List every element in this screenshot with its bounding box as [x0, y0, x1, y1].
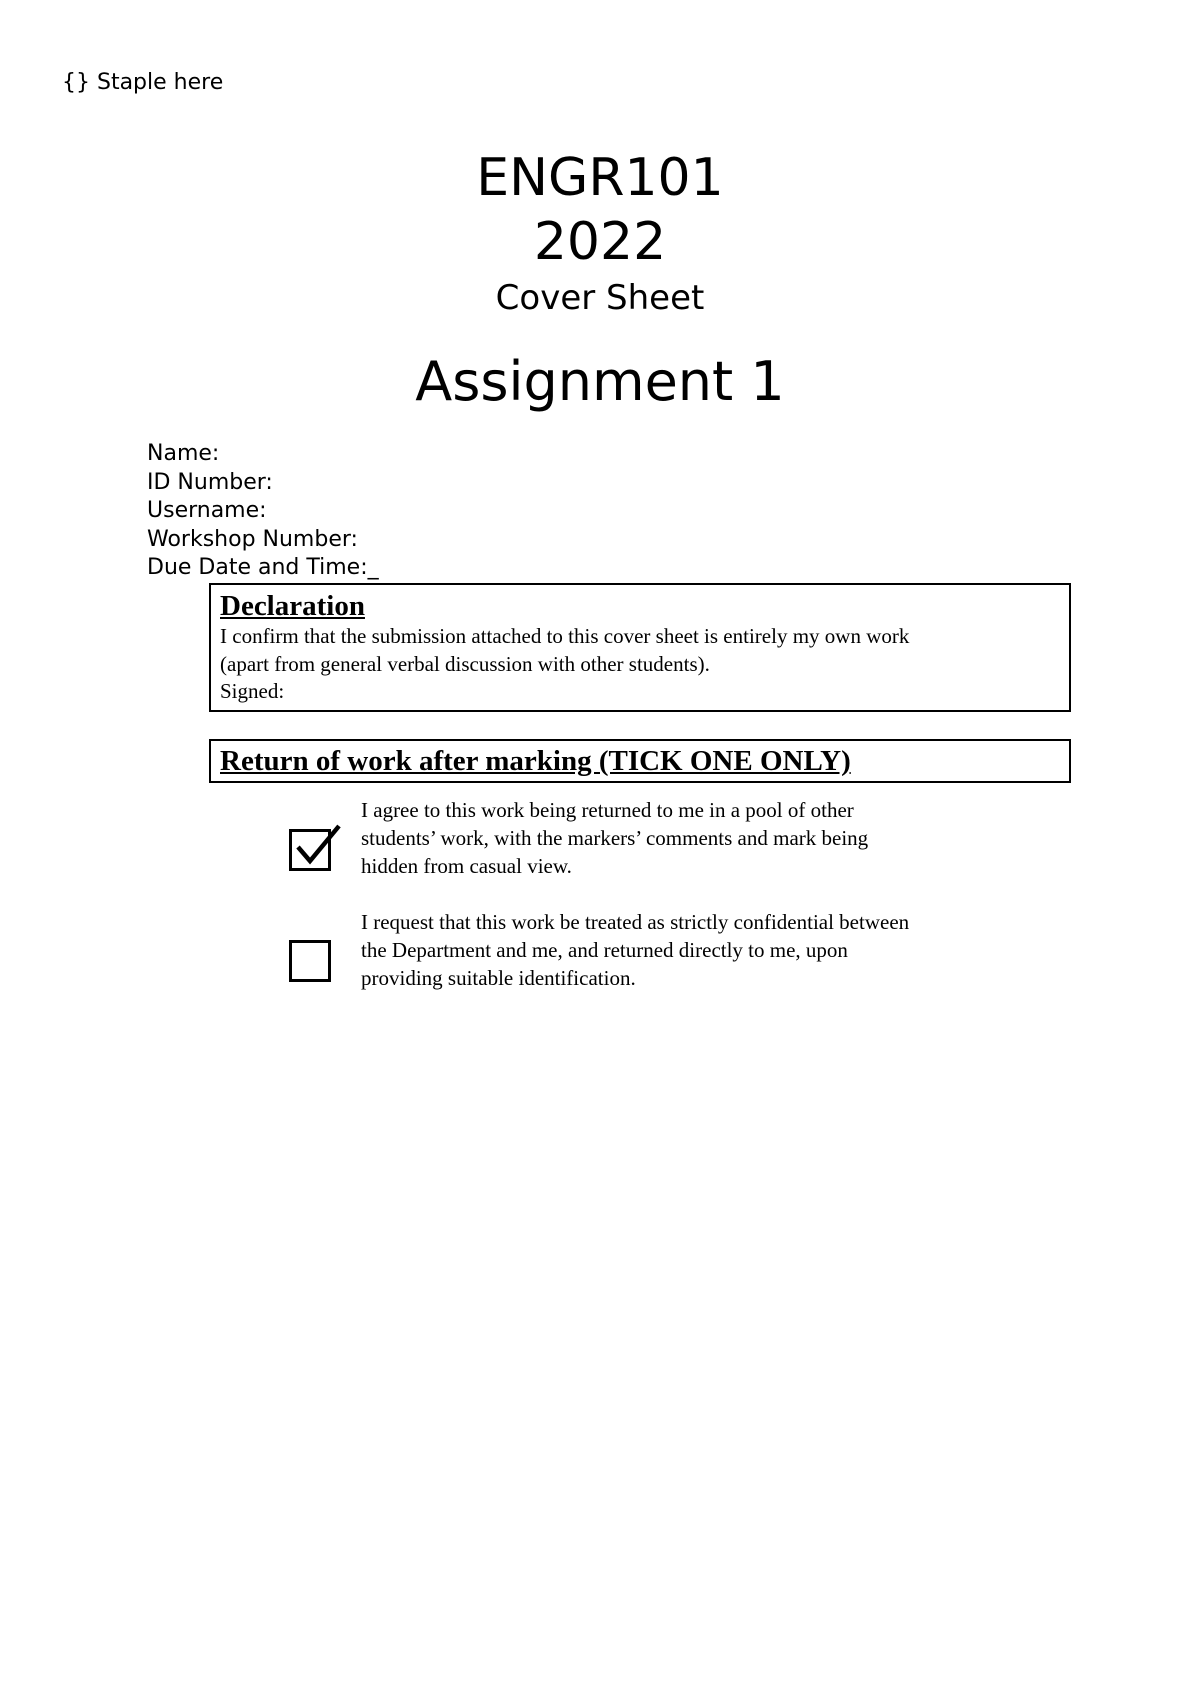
- course-year: 2022: [533, 212, 667, 272]
- signed-label: Signed:: [220, 679, 285, 703]
- staple-note: {} Staple here: [62, 70, 224, 95]
- declaration-box: [209, 583, 1071, 712]
- student-details: [147, 440, 379, 583]
- option-2-line-1: I request that this work be treated as strictly confidential between: [361, 910, 910, 934]
- option-1-line-2: students’ work, with the markers’ comments and mark being: [361, 825, 869, 850]
- declaration-heading: Declaration: [220, 590, 365, 622]
- pool-return-option-text: [361, 797, 1021, 880]
- id-number-field-label: ID Number:: [147, 469, 273, 495]
- assignment-title: Assignment 1: [415, 350, 785, 413]
- due-date-field-label: Due Date and Time:_: [147, 555, 379, 580]
- workshop-number-field-label: Workshop Number:: [147, 526, 358, 552]
- return-of-work-heading: Return of work after marking (TICK ONE ONLY): [220, 745, 851, 777]
- confidential-return-checkbox[interactable]: [289, 940, 331, 982]
- checkmark-icon: [289, 823, 345, 873]
- option-2-line-2: the Department and me, and returned directly to me, upon: [361, 937, 848, 962]
- option-1-line-1: I agree to this work being returned to me in a pool of other: [361, 798, 854, 822]
- username-field-label: Username:: [147, 498, 267, 523]
- cover-sheet-subtitle: Cover Sheet: [495, 278, 705, 318]
- course-code: ENGR101: [476, 148, 724, 208]
- return-of-work-box: [209, 739, 1071, 783]
- option-2-line-3: providing suitable identification.: [361, 965, 636, 990]
- name-field-label: Name:: [147, 441, 220, 466]
- option-1-line-3: hidden from casual view.: [361, 853, 572, 878]
- confidential-return-option-text: [361, 909, 1021, 992]
- declaration-line-2: (apart from general verbal discussion with other students).: [220, 651, 710, 676]
- declaration-line-1: I confirm that the submission attached to this cover sheet is entirely my own work: [220, 624, 910, 648]
